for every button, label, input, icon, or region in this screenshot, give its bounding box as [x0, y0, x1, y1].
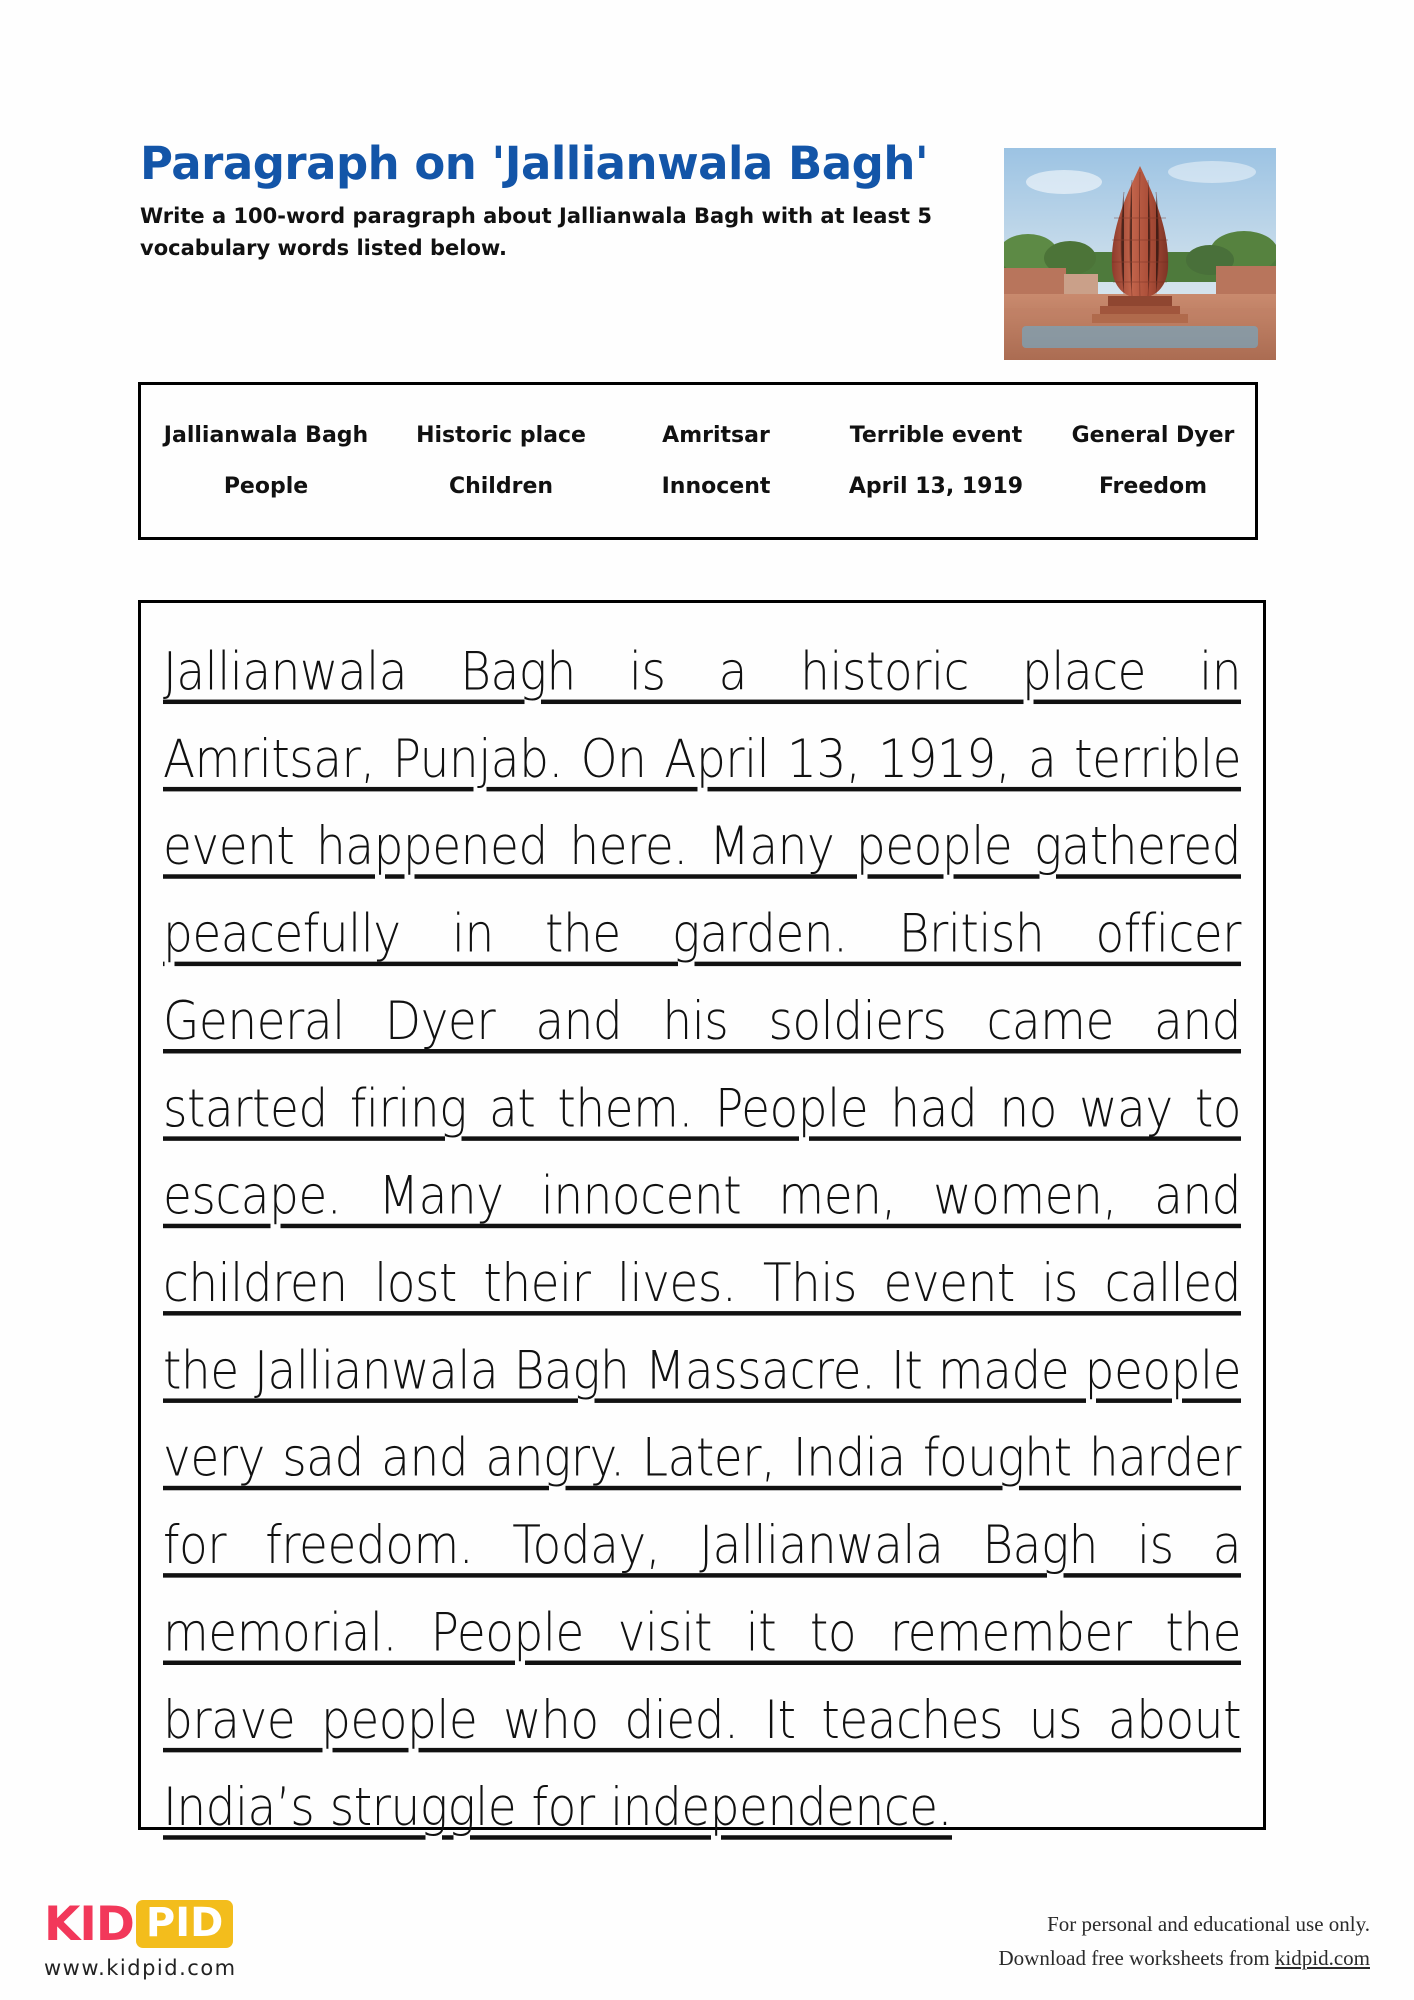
footer-note — [999, 1908, 1371, 1975]
vocab-word: Terrible event — [849, 423, 1023, 448]
logo-website-url: www.kidpid.com — [44, 1956, 237, 1980]
logo-kid-text: KID — [44, 1896, 134, 1952]
table-row — [141, 423, 1255, 448]
footer-usage-line: For personal and educational use only. — [1047, 1912, 1370, 1936]
vocab-word: Innocent — [661, 474, 771, 499]
answer-paragraph: Jallianwala Bagh is a historic place in Amritsar, Punjab. On April 13, 1919, a terrible event happened here. Many people gathered peacefully in the garden. British officer General Dyer and his soldiers came and started firing at them. People had no way to escape. Many innocent men, women, and children lost their lives. This event is called the Jallianwala Bagh Massacre. It made people very sad and angry. Later, India fought harder for freedom. Today, Jallianwala Bagh is a memorial. People visit it to remember the brave people who died. It teaches us about India’s struggle for independence. — [163, 641, 1241, 1839]
instructions-text: Write a 100-word paragraph about Jallianwala Bagh with at least 5 vocabulary words listed below. — [140, 204, 932, 260]
footer-download-line — [999, 1942, 1371, 1976]
vocab-word: Children — [448, 474, 554, 499]
kidpid-logo — [44, 1898, 374, 1980]
vocab-word: Historic place — [416, 423, 586, 448]
footer-download-prefix: Download free worksheets from — [998, 1945, 1275, 1970]
vocab-word: General Dyer — [1071, 423, 1235, 448]
vocab-word: Amritsar — [662, 423, 770, 448]
vocab-word: Jallianwala Bagh — [163, 423, 369, 448]
vocab-word: April 13, 1919 — [848, 474, 1024, 499]
vocabulary-table — [138, 382, 1258, 540]
table-row — [141, 474, 1255, 499]
page-title: Paragraph on 'Jallianwala Bagh' — [140, 137, 929, 190]
footer-kidpid-link[interactable]: kidpid.com — [1274, 1945, 1370, 1970]
jallianwala-bagh-memorial-image — [1004, 148, 1276, 360]
logo-wordmark — [44, 1898, 374, 1950]
vocab-word: Freedom — [1098, 474, 1208, 499]
answer-area[interactable] — [138, 600, 1266, 1839]
vocab-word: People — [223, 474, 309, 499]
logo-pid-text: PID — [136, 1900, 233, 1948]
